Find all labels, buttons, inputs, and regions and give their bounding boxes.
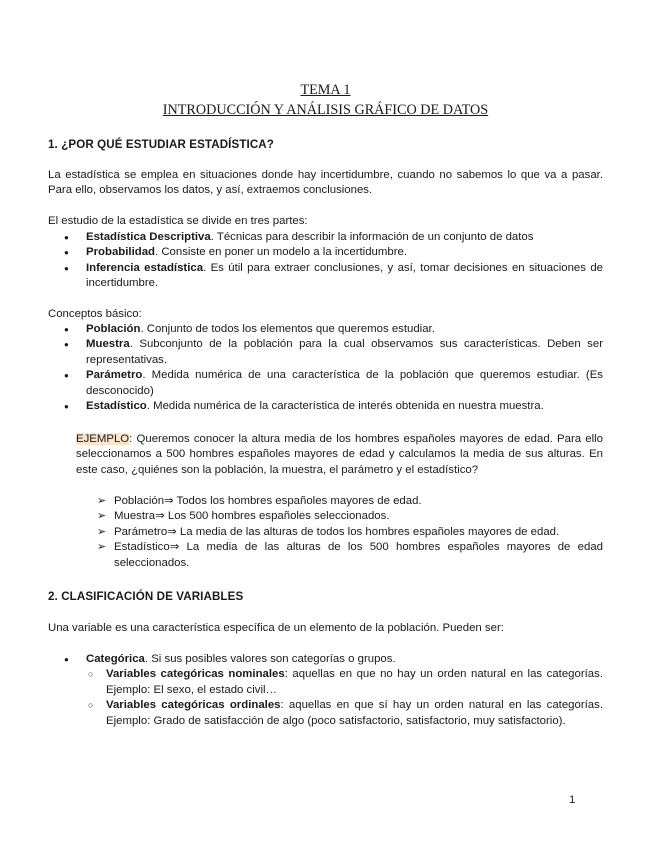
term: Probabilidad — [86, 246, 155, 259]
example-label: EJEMPLO — [76, 433, 130, 445]
page-number: 1 — [569, 794, 576, 806]
term: Variables categóricas nominales — [106, 668, 285, 681]
list-item: ➢ Estadístico⇒ La media de las alturas de los 500 hombres españoles mayores de edad seleccionados. — [48, 540, 603, 571]
list-item — [48, 368, 603, 399]
document-title — [48, 80, 603, 120]
definition: . Si sus posibles valores son categorías o grupos. — [144, 653, 396, 665]
section-2-heading: 2. CLASIFICACIÓN DE VARIABLES — [48, 590, 244, 603]
list-item — [48, 399, 603, 414]
definition: . Técnicas para describir la información de un conjunto de datos — [210, 231, 534, 243]
list-item — [48, 652, 603, 729]
definition: : aquellas en que sí hay un orden natural en las categorías. Ejemplo: Grado de satisfacción de algo (poco satisfactorio, satisfactorio, muy satisfactorio). — [106, 699, 603, 727]
term: Estadística Descriptiva — [86, 231, 211, 243]
definition: . Subconjunto de la población para la cual observamos sus características. Deben ser representativas. — [86, 338, 603, 366]
list-item — [48, 322, 603, 337]
term: Categórica — [86, 653, 145, 665]
variable-types-list — [48, 652, 603, 729]
subtypes-list — [86, 667, 603, 729]
section-2-intro: Una variable es una característica específica de un elemento de la población. Pueden ser: — [48, 622, 504, 634]
parts-intro: El estudio de la estadística se divide en tres partes: — [48, 215, 308, 227]
definition: . Consiste en poner un modelo a la incertidumbre. — [154, 246, 407, 259]
term: Parámetro — [86, 369, 143, 382]
parts-list — [48, 230, 603, 292]
term: Muestra — [86, 338, 130, 351]
list-item — [48, 261, 603, 292]
list-item — [48, 230, 603, 245]
list-item — [48, 337, 603, 368]
term: Inferencia estadística — [86, 261, 204, 274]
section-1-intro: La estadística se emplea en situaciones donde hay incertidumbre, cuando no sabemos lo que va a pasar. Para ello, observamos los datos, y así, extraemos conclusiones. — [48, 169, 603, 197]
example-paragraph — [76, 432, 603, 478]
definition: . Medida numérica de una característica de la población que queremos estudiar. (Es desconocido) — [86, 369, 603, 397]
title-line-1: TEMA 1 — [300, 82, 351, 98]
term: Estadístico — [86, 400, 147, 413]
definition: : aquellas en que no hay un orden natural en las categorías. Ejemplo: El sexo, el estado civil… — [106, 668, 603, 696]
list-item: ➢ Muestra⇒ Los 500 hombres españoles seleccionados. — [48, 509, 603, 524]
list-item — [86, 698, 603, 729]
concepts-intro: Conceptos básico: — [48, 308, 142, 320]
title-line-2: INTRODUCCIÓN Y ANÁLISIS GRÁFICO DE DATOS — [162, 102, 489, 118]
list-item: ➢ Parámetro⇒ La media de las alturas de todos los hombres españoles mayores de edad. — [48, 525, 603, 540]
example-text: : Queremos conocer la altura media de los hombres españoles mayores de edad. Para ello seleccionamos a 500 hombres españoles mayores de edad y calculamos la media de sus alturas. En este caso, ¿quiénes son la población, la muestra, el parámetro y el estadístico? — [76, 433, 603, 476]
list-item — [48, 245, 603, 260]
section-1-heading: 1. ¿POR QUÉ ESTUDIAR ESTADÍSTICA? — [48, 138, 274, 151]
definition: . Medida numérica de la característica de interés obtenida en nuestra muestra. — [146, 400, 544, 413]
list-item — [86, 667, 603, 698]
definition: . Es útil para extraer conclusiones, y así, tomar decisiones en situaciones de incertidumbre. — [86, 261, 603, 290]
term: Variables categóricas ordinales — [106, 699, 281, 712]
answers-list — [48, 494, 603, 571]
term: Población — [86, 323, 141, 335]
definition: . Conjunto de todos los elementos que queremos estudiar. — [140, 323, 435, 335]
list-item: ➢ Población⇒ Todos los hombres españoles mayores de edad. — [48, 494, 603, 509]
concepts-list — [48, 322, 603, 414]
